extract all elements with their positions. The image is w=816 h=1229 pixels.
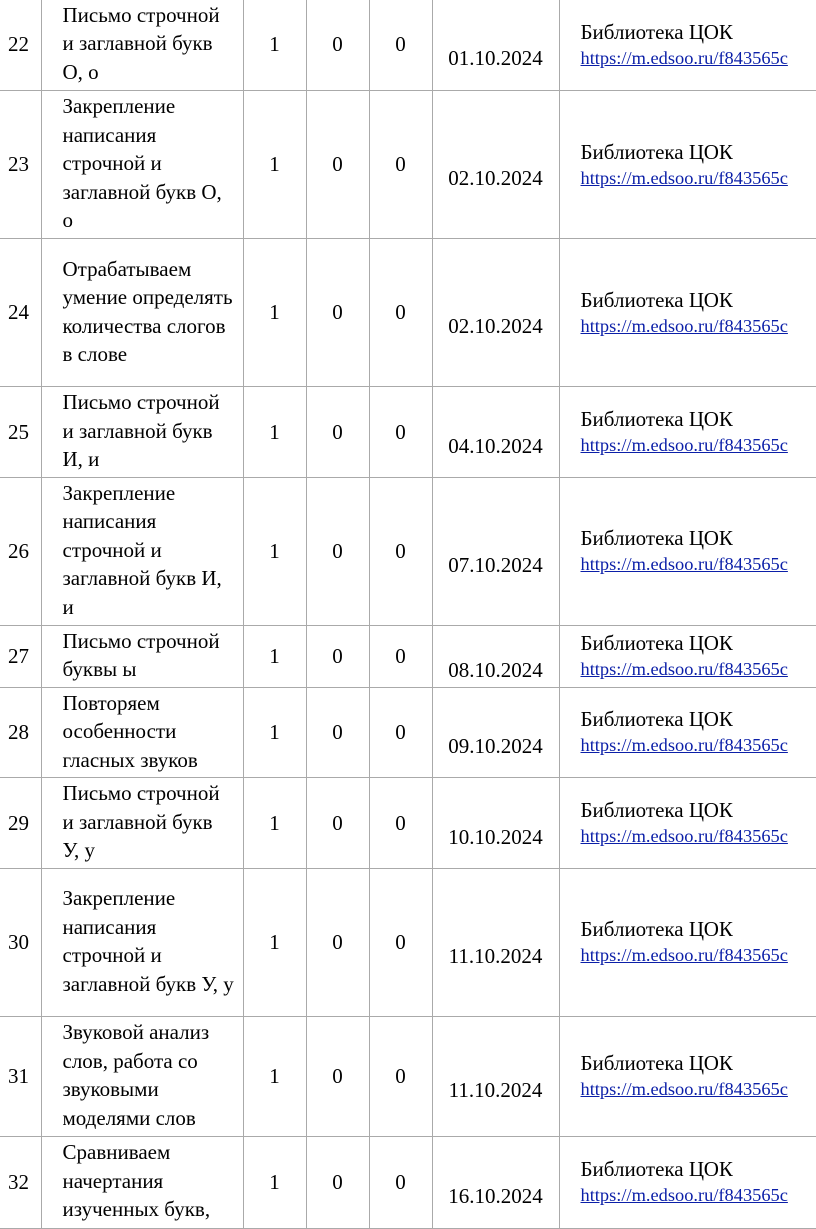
library-link[interactable]: https://m.edsoo.ru/f843565c xyxy=(581,1076,816,1102)
hours-control: 0 xyxy=(306,91,369,239)
table-row xyxy=(0,1016,816,1136)
resource-cell xyxy=(559,477,816,625)
hours-total: 1 xyxy=(243,868,306,1016)
lesson-number: 25 xyxy=(0,387,41,478)
lesson-topic: Повторяем особенности гласных звуков xyxy=(41,687,243,778)
lesson-topic: Закрепление написания строчной и заглавной букв И, и xyxy=(41,477,243,625)
library-link[interactable]: https://m.edsoo.ru/f843565c xyxy=(581,823,816,849)
lesson-topic: Письмо строчной и заглавной букв У, у xyxy=(41,778,243,869)
resource-cell xyxy=(559,868,816,1016)
hours-control: 0 xyxy=(306,387,369,478)
resource-cell xyxy=(559,687,816,778)
hours-total: 1 xyxy=(243,1136,306,1228)
resource-cell xyxy=(559,387,816,478)
hours-practical: 0 xyxy=(369,0,432,91)
lesson-date: 16.10.2024 xyxy=(433,1154,559,1211)
lesson-date: 11.10.2024 xyxy=(433,914,559,971)
hours-practical: 0 xyxy=(369,1016,432,1136)
table-row xyxy=(0,687,816,778)
lesson-number: 31 xyxy=(0,1016,41,1136)
table-row xyxy=(0,91,816,239)
hours-practical: 0 xyxy=(369,868,432,1016)
table-row xyxy=(0,0,816,91)
library-label: Библиотека ЦОК xyxy=(581,19,816,45)
lesson-topic: Закрепление написания строчной и заглавной букв У, у xyxy=(41,868,243,1016)
hours-control: 0 xyxy=(306,239,369,387)
resource-cell xyxy=(559,1016,816,1136)
table-row xyxy=(0,868,816,1016)
library-label: Библиотека ЦОК xyxy=(581,287,816,313)
library-link[interactable]: https://m.edsoo.ru/f843565c xyxy=(581,551,816,577)
lesson-number: 27 xyxy=(0,625,41,687)
hours-control: 0 xyxy=(306,1016,369,1136)
hours-practical: 0 xyxy=(369,687,432,778)
lesson-number: 28 xyxy=(0,687,41,778)
table-row xyxy=(0,778,816,869)
lesson-topic: Звуковой анализ слов, работа со звуковыми моделями слов xyxy=(41,1016,243,1136)
lesson-topic: Письмо строчной и заглавной букв О, о xyxy=(41,0,243,91)
hours-total: 1 xyxy=(243,687,306,778)
resource-cell xyxy=(559,778,816,869)
hours-practical: 0 xyxy=(369,239,432,387)
lesson-topic: Письмо строчной буквы ы xyxy=(41,625,243,687)
lesson-number: 29 xyxy=(0,778,41,869)
hours-total: 1 xyxy=(243,477,306,625)
lesson-date: 11.10.2024 xyxy=(433,1048,559,1105)
table-row xyxy=(0,239,816,387)
library-label: Библиотека ЦОК xyxy=(581,797,816,823)
hours-total: 1 xyxy=(243,387,306,478)
library-link[interactable]: https://m.edsoo.ru/f843565c xyxy=(581,1182,816,1208)
library-link[interactable]: https://m.edsoo.ru/f843565c xyxy=(581,45,816,71)
resource-cell xyxy=(559,625,816,687)
lesson-date: 02.10.2024 xyxy=(433,136,559,193)
hours-control: 0 xyxy=(306,868,369,1016)
lesson-date: 01.10.2024 xyxy=(433,16,559,73)
library-link[interactable]: https://m.edsoo.ru/f843565c xyxy=(581,432,816,458)
lesson-date: 07.10.2024 xyxy=(433,523,559,580)
hours-total: 1 xyxy=(243,0,306,91)
resource-cell xyxy=(559,91,816,239)
hours-practical: 0 xyxy=(369,91,432,239)
lesson-number: 23 xyxy=(0,91,41,239)
resource-cell xyxy=(559,0,816,91)
lesson-date: 08.10.2024 xyxy=(433,628,559,685)
hours-control: 0 xyxy=(306,0,369,91)
hours-practical: 0 xyxy=(369,1136,432,1228)
hours-control: 0 xyxy=(306,687,369,778)
table-row xyxy=(0,387,816,478)
hours-control: 0 xyxy=(306,625,369,687)
table-row xyxy=(0,477,816,625)
lesson-date: 02.10.2024 xyxy=(433,284,559,341)
library-label: Библиотека ЦОК xyxy=(581,706,816,732)
hours-control: 0 xyxy=(306,1136,369,1228)
library-link[interactable]: https://m.edsoo.ru/f843565c xyxy=(581,165,816,191)
lesson-date: 10.10.2024 xyxy=(433,795,559,852)
resource-cell xyxy=(559,239,816,387)
lesson-date: 04.10.2024 xyxy=(433,404,559,461)
hours-practical: 0 xyxy=(369,625,432,687)
hours-total: 1 xyxy=(243,1016,306,1136)
library-label: Библиотека ЦОК xyxy=(581,1156,816,1182)
hours-total: 1 xyxy=(243,778,306,869)
lesson-topic: Отрабатываем умение определять количества слогов в слове xyxy=(41,239,243,387)
hours-practical: 0 xyxy=(369,387,432,478)
library-label: Библиотека ЦОК xyxy=(581,525,816,551)
library-link[interactable]: https://m.edsoo.ru/f843565c xyxy=(581,942,816,968)
lesson-number: 30 xyxy=(0,868,41,1016)
library-link[interactable]: https://m.edsoo.ru/f843565c xyxy=(581,313,816,339)
hours-practical: 0 xyxy=(369,477,432,625)
table-row xyxy=(0,625,816,687)
hours-total: 1 xyxy=(243,239,306,387)
lesson-topic: Закрепление написания строчной и заглавной букв О, о xyxy=(41,91,243,239)
hours-control: 0 xyxy=(306,477,369,625)
hours-control: 0 xyxy=(306,778,369,869)
library-label: Библиотека ЦОК xyxy=(581,139,816,165)
lesson-number: 24 xyxy=(0,239,41,387)
hours-total: 1 xyxy=(243,91,306,239)
library-label: Библиотека ЦОК xyxy=(581,916,816,942)
lesson-number: 32 xyxy=(0,1136,41,1228)
library-label: Библиотека ЦОК xyxy=(581,1050,816,1076)
lesson-topic: Письмо строчной и заглавной букв И, и xyxy=(41,387,243,478)
lesson-date: 09.10.2024 xyxy=(433,704,559,761)
library-label: Библиотека ЦОК xyxy=(581,630,816,656)
hours-practical: 0 xyxy=(369,778,432,869)
resource-cell xyxy=(559,1136,816,1228)
library-label: Библиотека ЦОК xyxy=(581,406,816,432)
table-row xyxy=(0,1136,816,1228)
lesson-topic: Сравниваем начертания изученных букв, xyxy=(41,1136,243,1228)
hours-total: 1 xyxy=(243,625,306,687)
lesson-number: 22 xyxy=(0,0,41,91)
library-link[interactable]: https://m.edsoo.ru/f843565c xyxy=(581,732,816,758)
library-link[interactable]: https://m.edsoo.ru/f843565c xyxy=(581,656,816,682)
lesson-number: 26 xyxy=(0,477,41,625)
